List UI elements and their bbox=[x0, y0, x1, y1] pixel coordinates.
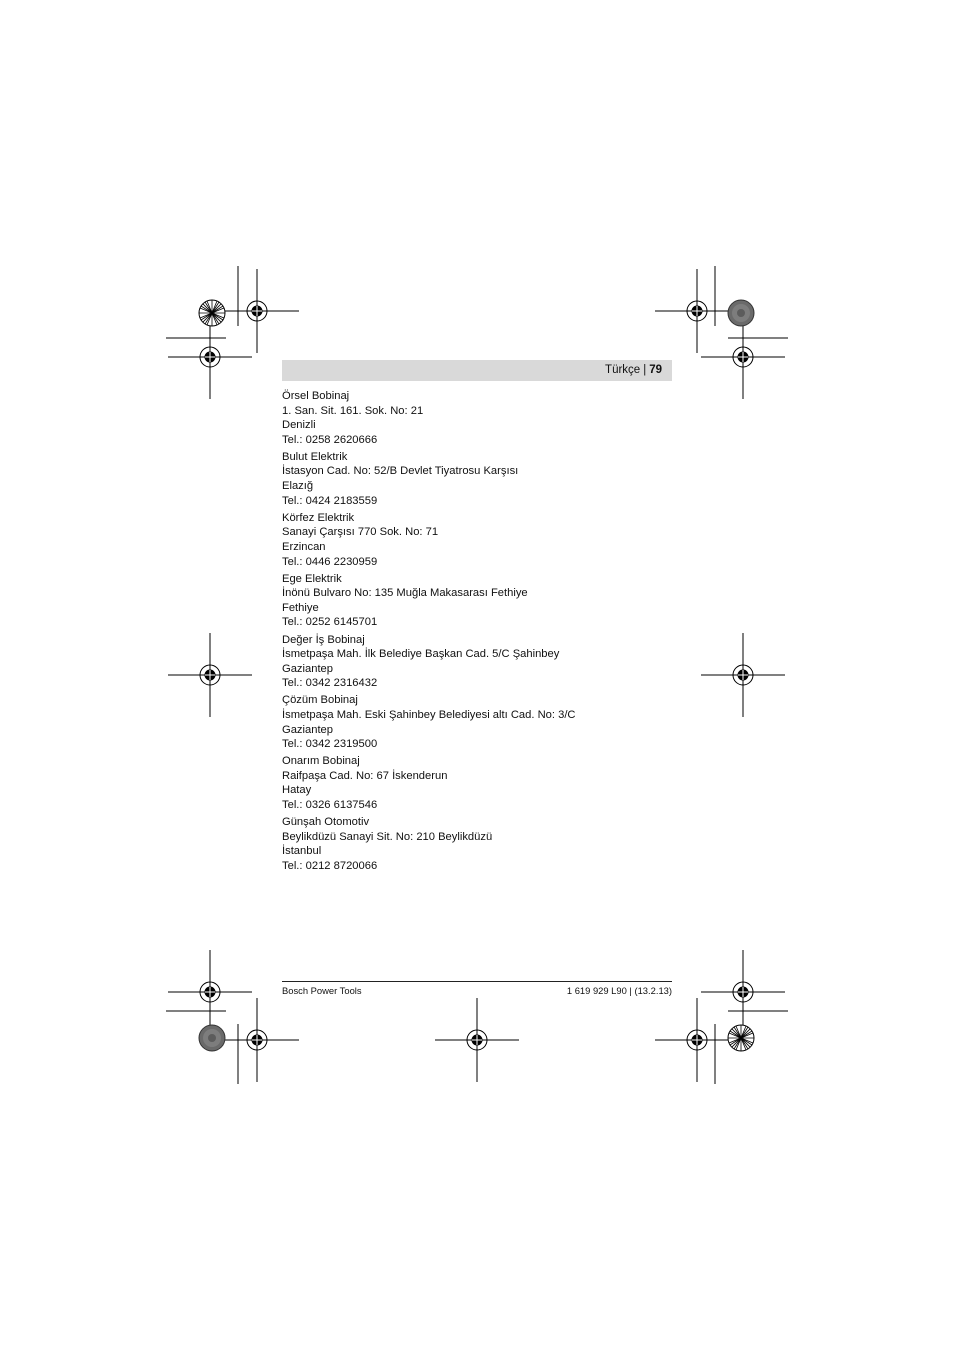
address-entry bbox=[282, 450, 702, 508]
city: İstanbul bbox=[282, 845, 322, 858]
language-label: Türkçe bbox=[605, 364, 641, 376]
telephone: Tel.: 0252 6145701 bbox=[282, 616, 378, 629]
street-address: İsmetpaşa Mah. Eski Şahinbey Belediyesi altı Cad. No: 3/C bbox=[282, 708, 576, 721]
company-name: Bulut Elektrik bbox=[282, 450, 348, 463]
address-entry bbox=[282, 693, 702, 751]
service-address-list bbox=[282, 389, 702, 876]
city: Hatay bbox=[282, 784, 312, 797]
telephone: Tel.: 0446 2230959 bbox=[282, 555, 378, 568]
address-entry bbox=[282, 754, 702, 812]
page-number: 79 bbox=[649, 364, 662, 376]
city: Gaziantep bbox=[282, 723, 333, 736]
header-separator: | bbox=[643, 364, 647, 376]
address-entry bbox=[282, 511, 702, 569]
company-name: Örsel Bobinaj bbox=[282, 390, 350, 402]
company-name: Günşah Otomotiv bbox=[282, 816, 370, 829]
company-name: Değer İş Bobinaj bbox=[282, 633, 365, 646]
street-address: İstasyon Cad. No: 52/B Devlet Tiyatrosu Karşısı bbox=[282, 465, 519, 478]
street-address: 1. San. Sit. 161. Sok. No: 21 bbox=[282, 404, 424, 417]
street-address: İnönü Bulvaro No: 135 Muğla Makasarası Fethiye bbox=[282, 587, 528, 600]
city: Erzincan bbox=[282, 540, 326, 553]
page-header bbox=[605, 363, 662, 378]
city: Gaziantep bbox=[282, 662, 333, 675]
telephone: Tel.: 0212 8720066 bbox=[282, 859, 378, 872]
address-entry bbox=[282, 572, 702, 630]
address-entry bbox=[282, 389, 702, 447]
city: Fethiye bbox=[282, 601, 319, 614]
city: Denizli bbox=[282, 419, 316, 432]
telephone: Tel.: 0424 2183559 bbox=[282, 494, 378, 507]
footer-brand: Bosch Power Tools bbox=[282, 985, 362, 996]
street-address: İsmetpaşa Mah. İlk Belediye Başkan Cad. 5/C Şahinbey bbox=[282, 648, 560, 661]
footer-doc-number: 1 619 929 L90 | (13.2.13) bbox=[566, 985, 672, 996]
city: Elazığ bbox=[282, 480, 314, 493]
street-address: Sanayi Çarşısı 770 Sok. No: 71 bbox=[282, 526, 439, 539]
telephone: Tel.: 0326 6137546 bbox=[282, 799, 378, 812]
footer-divider bbox=[282, 981, 672, 982]
company-name: Körfez Elektrik bbox=[282, 511, 355, 524]
address-entry bbox=[282, 815, 702, 873]
street-address: Beylikdüzü Sanayi Sit. No: 210 Beylikdüzü bbox=[282, 830, 493, 843]
company-name: Çözüm Bobinaj bbox=[282, 694, 358, 707]
address-entry bbox=[282, 633, 702, 691]
telephone: Tel.: 0342 2316432 bbox=[282, 677, 378, 690]
company-name: Onarım Bobinaj bbox=[282, 755, 360, 768]
street-address: Raifpaşa Cad. No: 67 İskenderun bbox=[282, 769, 448, 782]
company-name: Ege Elektrik bbox=[282, 572, 342, 585]
telephone: Tel.: 0342 2319500 bbox=[282, 738, 378, 751]
telephone: Tel.: 0258 2620666 bbox=[282, 433, 378, 446]
page-header-bar bbox=[282, 360, 672, 381]
